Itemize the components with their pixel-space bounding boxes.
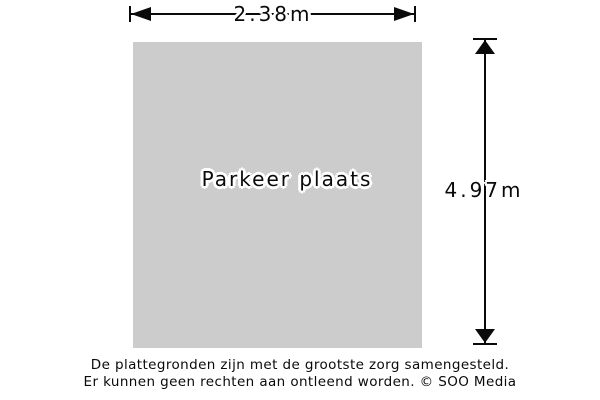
arrow-right-icon [394,7,414,21]
disclaimer [0,357,600,391]
disclaimer-line-2: Er kunnen geen rechten aan ontleend worden. © SOO Media [83,374,517,390]
arrow-up-icon [475,40,495,54]
arrow-left-icon [131,7,151,21]
width-dimension-label: 2.38m [233,2,313,26]
arrow-down-icon [475,329,495,343]
height-dimension-tick-bottom [473,343,497,345]
disclaimer-line-1: De plattegronden zijn met de grootste zorg samengesteld. [90,357,510,373]
parking-space-rect [133,42,422,348]
room-label: Parkeer plaats [201,167,373,191]
height-dimension-label: 4.97m [444,178,524,202]
